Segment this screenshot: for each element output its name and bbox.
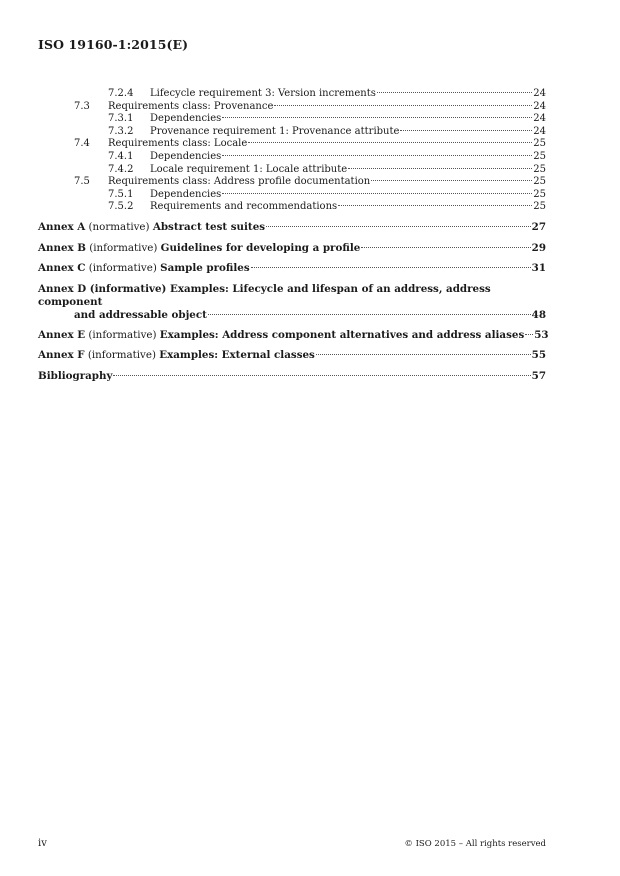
toc-entry-page: 24 [533,100,546,112]
toc-entry[interactable] [38,189,546,202]
toc-entry-title: Locale requirement 1: Locale attribute [150,163,348,175]
toc-entry-page: 25 [533,138,546,150]
annex-kind: (informative) [88,262,157,275]
annex-page: 48 [531,308,546,321]
toc-annex-b[interactable] [38,242,546,255]
toc-entry-page: 25 [533,163,546,175]
annex-title: Guidelines for developing a profile [160,241,361,254]
dot-leader [371,180,532,181]
annex-label: Annex E [38,328,86,341]
copyright-notice: © ISO 2015 – All rights reserved [404,839,546,849]
toc-entry-title: Dependencies [150,188,222,200]
dot-leader [222,155,532,156]
dot-leader [222,193,532,194]
dot-leader [222,117,532,118]
toc-entry-number: 7.5.1 [108,188,134,200]
toc-entry-page: 25 [533,176,546,188]
annex-page: 27 [531,221,546,234]
toc-entry-page: 24 [533,113,546,125]
bibliography-page: 57 [531,369,546,382]
toc-entry-page: 25 [533,188,546,200]
toc-entry[interactable] [38,176,546,189]
toc-entry[interactable] [38,88,546,101]
dot-leader [251,267,531,268]
toc-entry[interactable] [38,151,546,164]
annex-page: 55 [531,349,546,362]
toc-entry-page: 24 [533,125,546,137]
dot-leader [338,205,532,206]
toc-entry[interactable] [38,126,546,139]
toc-entry-title: Requirements class: Address profile documentation [108,176,371,188]
toc-entry-title: Dependencies [150,113,222,125]
toc-entry-title: Requirements and recommendations [150,201,338,213]
toc-entry[interactable] [38,113,546,126]
toc-entry-number: 7.4.1 [108,150,134,162]
toc-annex-c[interactable] [38,262,546,275]
annex-kind: (informative) [87,349,156,362]
toc-entry[interactable] [38,138,546,151]
toc-entry-number: 7.3.1 [108,113,134,125]
toc-entry-number: 7.4 [74,138,90,150]
dot-leader [525,334,533,335]
dot-leader [400,130,532,131]
bibliography-title: Bibliography [38,369,113,382]
toc-entry-title: Requirements class: Locale [108,138,248,150]
annex-label: Annex C [38,262,86,275]
document-header: ISO 19160-1:2015(E) [38,37,189,52]
annex-kind: (informative) [89,282,167,295]
annex-label: Annex F [38,349,85,362]
dot-leader [348,168,532,169]
toc-entry-page: 25 [533,201,546,213]
toc-entry[interactable] [38,201,546,214]
toc-annex-e[interactable] [38,328,549,342]
annex-page: 53 [534,328,549,341]
toc-annex-f[interactable] [38,349,546,362]
dot-leader [361,247,530,248]
annex-label: Annex B [38,241,86,254]
toc-annex-a[interactable] [38,221,546,234]
toc-entry-number: 7.5 [74,176,90,188]
toc-entry-title: Dependencies [150,150,222,162]
annex-title-line1: Examples: Lifecycle and lifespan of an address, address component [38,282,491,308]
toc-entry-number: 7.2.4 [108,88,134,99]
annex-title: Examples: Address component alternatives and address aliases [159,328,525,341]
toc-entry-title: Provenance requirement 1: Provenance attribute [150,125,400,137]
toc-entry[interactable] [38,164,546,177]
toc-annex-d[interactable] [38,283,546,322]
toc-entry-page: 25 [533,150,546,162]
dot-leader [208,314,531,315]
annex-label: Annex A [38,221,86,234]
toc-entry-title: Lifecycle requirement 3: Version increments [150,88,376,99]
toc-entry[interactable] [38,101,546,114]
annex-title: Sample profiles [160,262,250,275]
toc-entry-page: 24 [533,88,546,99]
dot-leader [266,226,531,227]
page-number: iv [38,838,47,849]
dot-leader [274,105,532,106]
toc-entry-number: 7.3.2 [108,125,134,137]
annex-title: Abstract test suites [152,221,266,234]
annex-kind: (informative) [89,241,158,254]
toc-entry-number: 7.4.2 [108,163,134,175]
dot-leader [316,354,531,355]
annex-kind: (normative) [88,221,150,234]
toc-entry-number: 7.5.2 [108,201,134,213]
annex-kind: (informative) [88,328,157,341]
dot-leader [113,375,530,376]
annex-page: 31 [531,262,546,275]
annex-page: 29 [531,241,546,254]
dot-leader [377,92,532,93]
annex-label: Annex D [38,282,87,295]
toc-bibliography[interactable] [38,370,546,383]
dot-leader [248,142,532,143]
toc-entry-title: Requirements class: Provenance [108,100,274,112]
annex-title-line2: and addressable object [74,308,207,321]
table-of-contents [38,88,549,383]
annex-title: Examples: External classes [159,349,315,362]
toc-entry-number: 7.3 [74,100,90,112]
